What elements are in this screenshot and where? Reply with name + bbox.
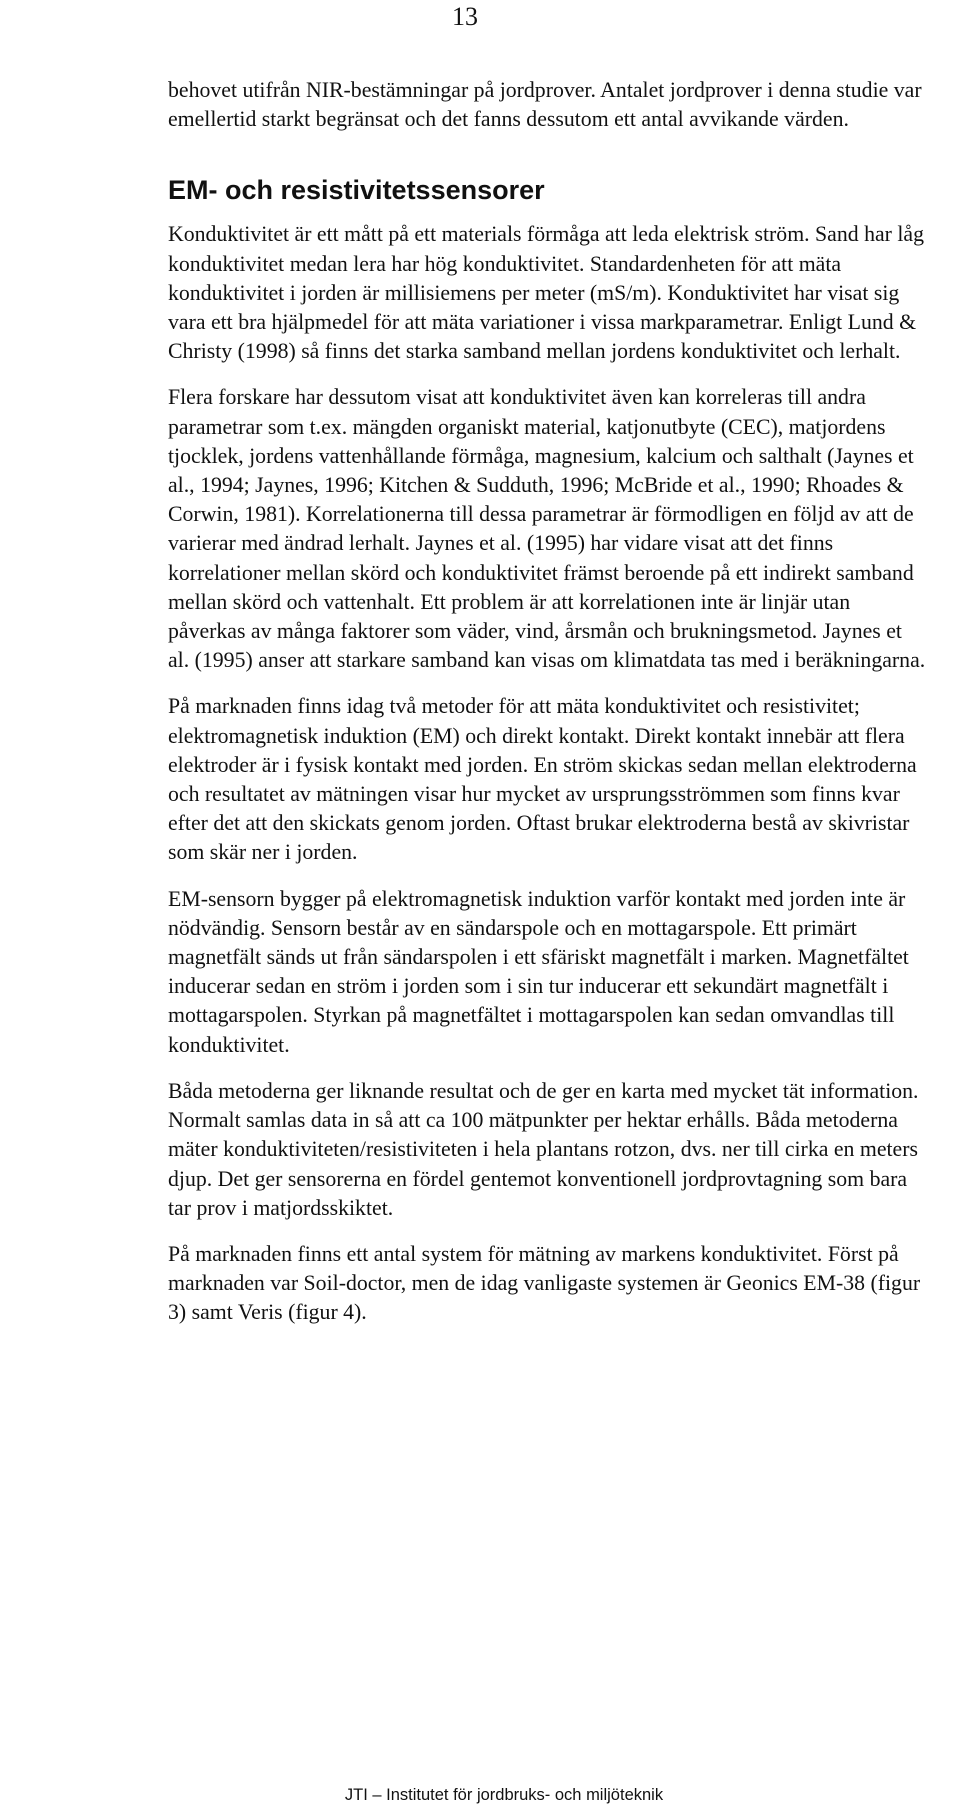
paragraph-em-sensor: EM-sensorn bygger på elektromagnetisk induktion varför kontakt med jorden inte är nödvändig. Sensorn består av en sändarspole och en mottagarspole. Ett primärt magnetfält sänds ut från sändarspolen i ett sfäriskt magnetfält i marken. Magnetfältet inducerar sedan en ström i jorden som i sin tur inducerar ett sekundärt magnetfält i mottagarspolen. Styrkan på magnetfältet i mottagarspolen kan sedan omvandlas till konduktivitet.: [168, 886, 909, 1057]
document-body: [168, 76, 928, 1345]
paragraph-correlations: Flera forskare har dessutom visat att konduktivitet även kan korreleras till andra parametrar som t.ex. mängden organiskt material, katjonutbyte (CEC), matjordens tjocklek, jordens vattenhållande förmåga, magnesium, kalcium och salthalt (Jaynes et al., 1994; Jaynes, 1996; Kitchen & Sudduth, 1996; McBride et al., 1990; Rhoades & Corwin, 1981). Korrelationerna till dessa parametrar är förmodligen en följd av att de varierar med ändrad lerhalt. Jaynes et al. (1995) har vidare visat att det finns korrelationer mellan skörd och konduktivitet främst beroende på ett indirekt samband mellan skörd och vattenhalt. Ett problem är att korrelationen inte är linjär utan påverkas av många faktorer som väder, vind, årsmån och brukningsmetod. Jaynes et al. (1995) anser att starkare samband kan visas om klimatdata tas med i beräkningarna.: [168, 385, 926, 673]
paragraph-methods: På marknaden finns idag två metoder för att mäta konduktivitet och resistivitet; elektromagnetisk induktion (EM) och direkt kontakt. Direkt kontakt innebär att flera elektroder är i fysisk kontakt med jorden. En ström skickas sedan mellan elektroderna och resultatet av mätningen visar hur mycket av ursprungsströmmen som finns kvar efter det att den skickats genom jorden. Oftast brukar elektroderna bestå av skivristar som skär ner i jorden.: [168, 694, 917, 865]
paragraph-systems: På marknaden finns ett antal system för mätning av markens konduktivitet. Först på marknaden var Soil-doctor, men de idag vanligaste systemen är Geonics EM-38 (figur 3) samt Veris (figur 4).: [168, 1241, 921, 1325]
intro-paragraph: behovet utifrån NIR-bestämningar på jordprover. Antalet jordprover i denna studie var emellertid starkt begränsat och det fanns dessutom ett antal avvikande värden.: [168, 78, 922, 132]
paragraph-conductivity: Konduktivitet är ett mått på ett materials förmåga att leda elektrisk ström. Sand har låg konduktivitet medan lera har hög konduktivitet. Standardenheten för att mäta konduktivitet i jorden är millisiemens per meter (mS/m). Konduktivitet har visat sig vara ett bra hjälpmedel för att mäta variationer i vissa markparametrar. Enligt Lund & Christy (1998) så finns det starka samband mellan jordens konduktivitet och lerhalt.: [168, 222, 924, 364]
paragraph-comparison: Båda metoderna ger liknande resultat och de ger en karta med mycket tät information. Normalt samlas data in så att ca 100 mätpunkter per hektar erhålls. Båda metoderna mäter konduktiviteten/resistiviteten i hela plantans rotzon, dvs. ner till cirka en meters djup. Det ger sensorerna en fördel gentemot konventionell jordprovtagning som bara tar prov i matjordsskiktet.: [168, 1078, 919, 1220]
page-number: 13: [452, 2, 478, 31]
page-footer: JTI – Institutet för jordbruks- och miljöteknik: [344, 1786, 664, 1804]
section-heading: EM- och resistivitetssensorer: [168, 175, 545, 206]
